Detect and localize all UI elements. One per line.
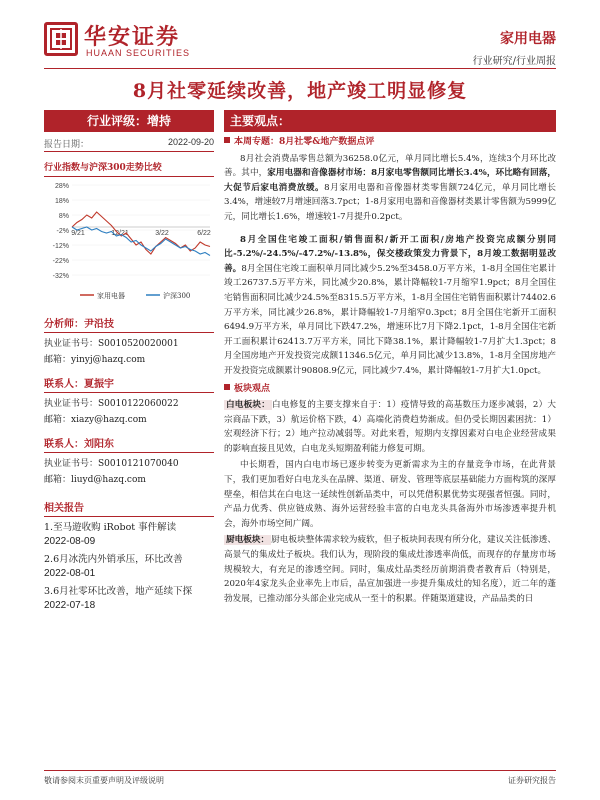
- related-report-item[interactable]: [44, 585, 214, 613]
- analyst-email[interactable]: 邮箱：yinyj@hazq.com: [44, 355, 146, 365]
- property-text: 8月全国住宅竣工面积单月同比减少5.2%至3458.0万平方米，1-8月全国住宅累计竣工26737.5万平方米，同比减少20.8%，累计降幅较1-7月缩窄1.9pct；8月全国住宅销售面积同比减少24.5%至8315.5万平方米，1-8月全国住宅销售面积累计74402.6万平方米，同比减少26.8%，累计降幅较1-7月缩窄0.3pct；8月全国住宅新开工面积6494.9万平方米，单月同比下跌47.2%，增速环比7月下降2.1pct，1-8月全国住宅新开工面积累计62413.7万平方米，同比下降38.1%，累计降幅较1-7月扩大1.3pct；8月全国房地产开发投资完成额11346.5亿元，单月同比减少13.8%，1-8月全国房地产开发投资完成额累计90808.9亿元，同比减少7.4%，累计降幅较1-7月扩大1.0pct。: [224, 263, 556, 376]
- retail-text-rest: 8月家用电器和音像器材类零售额724亿元，单月同比增长3.4%，增速较7月增速回落3.7pct；1-8月家用电器和音像器材类累计零售额为5999亿元，同比增长1.6%，增速较1-7月提升0.2pct。: [224, 182, 556, 222]
- footer-disclaimer: 敬请参阅末页重要声明及评级说明: [44, 776, 164, 785]
- header-divider: [44, 68, 556, 69]
- left-sidebar: [44, 110, 214, 613]
- company-name-cn: 华安证券: [84, 24, 181, 50]
- kitchen-tag: 厨电板块：: [226, 535, 270, 546]
- related-report-title: 2.6月冰洗内外销承压，环比改善: [44, 554, 183, 565]
- analyst-cert: 执业证书号：S0010121070040: [44, 459, 179, 469]
- legend-label: 家用电器: [97, 292, 125, 300]
- series-line-0: [72, 212, 210, 254]
- related-report-item[interactable]: [44, 553, 214, 581]
- x-tick-label: 12/21: [111, 230, 129, 237]
- analyst-heading: 联系人：夏振宇: [44, 375, 214, 393]
- analyst-heading: 联系人：刘阳东: [44, 435, 214, 453]
- index-comparison-chart: [44, 181, 214, 305]
- bullet-square-icon: [224, 137, 230, 143]
- section-board-views-label: 板块观点: [234, 383, 271, 394]
- related-report-item[interactable]: [44, 521, 214, 549]
- related-report-date: 2022-07-18: [44, 600, 96, 611]
- related-report-title: 3.6月社零环比改善，地产延续下探: [44, 586, 193, 597]
- y-tick-label: -32%: [52, 273, 69, 280]
- main-views-heading: 主要观点：: [224, 110, 556, 132]
- y-tick-label: -2%: [56, 228, 69, 235]
- company-name-en: HUAAN SECURITIES: [86, 48, 191, 58]
- analyst-heading: 分析师：尹沿技: [44, 315, 214, 333]
- section-board-views: [224, 382, 556, 397]
- retail-highlight: 家用电器和音像器材市场：8月家电零售额同比增长3.4%，环比略有回落，大促节后家电消费放缓。: [224, 168, 556, 193]
- report-title: 8月社零延续改善，地产竣工明显修复: [132, 80, 468, 102]
- y-tick-label: 28%: [54, 183, 69, 190]
- report-type: 行业研究/行业周报: [472, 56, 556, 67]
- property-highlight: 8月全国住宅竣工面积/销售面积/新开工面积/房地产投资完成额分别同比-5.2%/-24.5%/-47.2%/-13.8%，保交楼政策发力背景下，8月竣工数据明显改善。: [224, 234, 556, 274]
- white-goods-tag: 白电板块：: [226, 400, 271, 411]
- related-report-date: 2022-08-09: [44, 536, 96, 547]
- white-goods-paragraph-2: 中长期看，国内白电市场已逐步转变为更新需求为主的存量竞争市场，在此背景下，我们更加看好白电龙头在品牌、渠道、研发、管理等底层基础能力方面构筑的深厚壁垒，相信其在白电这一延续性创新品类中，可以凭借积累优势实现强者恒强。同时，产品力优秀、供应链成熟、海外运营经验丰富的白电龙头具备海外市场渗透率提升机会，海外市场空间广阔。: [224, 460, 556, 529]
- main-content: [224, 110, 556, 606]
- related-report-title: 1.至马遊收购 iRobot 事件解读: [44, 522, 177, 533]
- white-goods-paragraph: [224, 398, 556, 456]
- footer-divider: [44, 770, 556, 771]
- x-tick-label: 6/22: [197, 230, 211, 237]
- report-header: [0, 0, 600, 72]
- x-tick-label: 9/21: [71, 230, 85, 237]
- retail-paragraph: [224, 152, 556, 225]
- kitchen-text: 厨电板块整体需求较为疲软，但子板块间表现有所分化，建议关注低渗透、高景气的集成灶子板块。我们认为，现阶段的集成灶渗透率尚低，而现存的存量房市场规模较大，有充足的渗透空间。同时，集成灶品类经历前期消费者教育后（特别是，2020年4家龙头企业率先上市后，品宣加强进一步提升集成灶的知名度），近二年的蓬勃发展，已推动部分头部企业完成从一至十的积累。伴随渠道建设，产品品类的日: [224, 535, 556, 604]
- analyst-email[interactable]: 邮箱：liuyd@hazq.com: [44, 475, 146, 485]
- industry-rating: 行业评级：增持: [44, 110, 214, 132]
- analyst-cert: 执业证书号：S0010122060022: [44, 399, 179, 409]
- bullet-square-icon: [224, 384, 230, 390]
- report-date-label: 报告日期：: [44, 140, 90, 150]
- report-date-row: [44, 136, 214, 152]
- series-line-1: [72, 227, 210, 256]
- y-tick-label: -12%: [52, 243, 69, 250]
- white-goods-text: 白电修复的主要支撑来自于：1）疫情导致的高基数压力逐步减弱，2）大宗商品下跌，3）航运价格下跌，4）高端化消费趋势渐成。但仍受长期因素困扰：1）宏观经济下行；2）地产拉动减弱等。对此来看，短期内支撑因素对白电企业经营成果的影响直接且见效，白电龙头短期盈利能力修复可期。: [224, 400, 556, 454]
- analyst-cert: 执业证书号：S0010520020001: [44, 339, 179, 349]
- footer-label: 证券研究报告: [508, 776, 556, 785]
- analyst-email[interactable]: 邮箱：xiazy@hazq.com: [44, 415, 147, 425]
- x-tick-label: 3/22: [155, 230, 169, 237]
- retail-text: 8月社会消费品零售总额为36258.0亿元，单月同比增长5.4%，连续3个月环比改善。其中，: [224, 153, 556, 179]
- related-report-date: 2022-08-01: [44, 568, 96, 579]
- kitchen-paragraph: [224, 533, 556, 606]
- company-logo-icon: [44, 22, 78, 56]
- sector-name: 家用电器: [500, 31, 556, 47]
- section-weekly-topic: [224, 135, 556, 150]
- report-date: 2022-09-20: [167, 137, 214, 147]
- y-tick-label: -22%: [52, 258, 69, 265]
- related-reports-heading: 相关报告: [44, 499, 214, 517]
- legend-label: 沪深300: [163, 292, 191, 300]
- y-tick-label: 18%: [54, 198, 69, 205]
- y-tick-label: 8%: [58, 213, 69, 220]
- property-paragraph: [224, 233, 556, 379]
- chart-title: 行业指数与沪深300走势比较: [44, 160, 214, 177]
- chart-svg: [44, 181, 214, 305]
- section-weekly-topic-label: 本周专题：8月社零&地产数据点评: [234, 137, 375, 147]
